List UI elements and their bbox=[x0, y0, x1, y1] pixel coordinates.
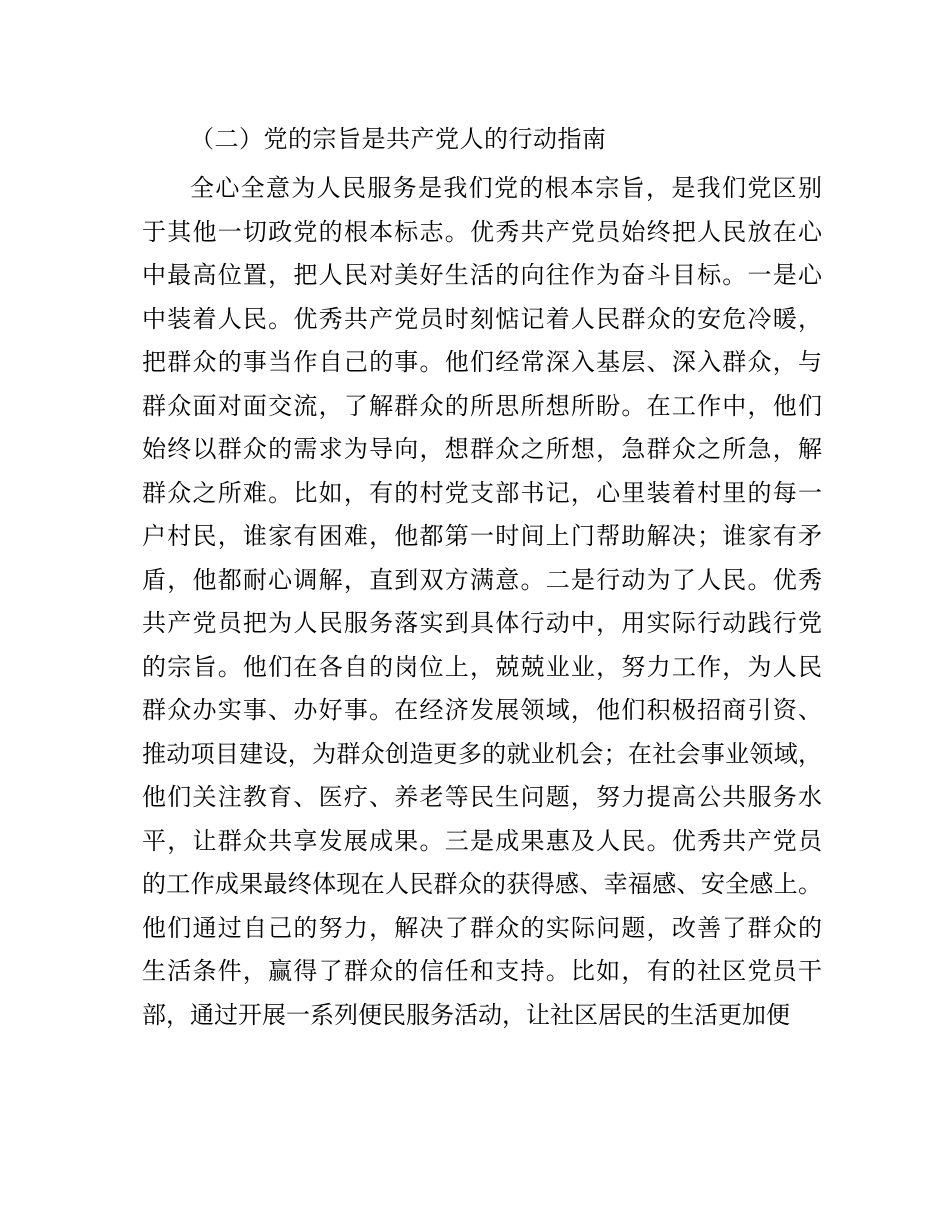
paragraph-line: 部，通过开展一系列便民服务活动，让社区居民的生活更加便 bbox=[142, 1000, 790, 1029]
paragraph-line: 始终以群众的需求为导向，想群众之所想，急群众之所急，解 bbox=[142, 435, 822, 463]
paragraph-line: 推动项目建设，为群众创造更多的就业机会；在社会事业领域， bbox=[142, 739, 822, 768]
paragraph-line: 共产党员把为人民服务落实到具体行动中，用实际行动践行党 bbox=[142, 609, 822, 637]
paragraph-line: 中最高位置，把人民对美好生活的向往作为奋斗目标。一是心 bbox=[142, 261, 822, 289]
paragraph-line: 平，让群众共享发展成果。三是成果惠及人民。优秀共产党员 bbox=[142, 826, 822, 855]
paragraph-line: 的宗旨。他们在各自的岗位上，兢兢业业，努力工作，为人民 bbox=[142, 652, 822, 681]
paragraph-line: 盾，他都耐心调解，直到双方满意。二是行动为了人民。优秀 bbox=[142, 565, 822, 594]
paragraph-line: 于其他一切政党的根本标志。优秀共产党员始终把人民放在心 bbox=[142, 217, 822, 246]
paragraph-line: 生活条件，赢得了群众的信任和支持。比如，有的社区党员干 bbox=[142, 957, 822, 985]
paragraph-line: 户村民，谁家有困难，他都第一时间上门帮助解决；谁家有矛 bbox=[142, 522, 822, 550]
section-heading: （二）党的宗旨是共产党人的行动指南 bbox=[190, 125, 607, 153]
paragraph-line: 群众面对面交流，了解群众的所思所想所盼。在工作中，他们 bbox=[142, 391, 822, 420]
body-paragraph bbox=[142, 167, 822, 1037]
paragraph-line: 中装着人民。优秀共产党员时刻惦记着人民群众的安危冷暖， bbox=[142, 304, 822, 333]
paragraph-line: 群众办实事、办好事。在经济发展领域，他们积极招商引资、 bbox=[142, 696, 822, 724]
paragraph-line: 他们通过自己的努力，解决了群众的实际问题，改善了群众的 bbox=[142, 913, 822, 942]
paragraph-line: 全心全意为人民服务是我们党的根本宗旨，是我们党区别 bbox=[190, 174, 822, 202]
paragraph-line: 把群众的事当作自己的事。他们经常深入基层、深入群众，与 bbox=[142, 348, 822, 376]
paragraph-line: 他们关注教育、医疗、养老等民生问题，努力提高公共服务水 bbox=[142, 783, 822, 811]
paragraph-line: 的工作成果最终体现在人民群众的获得感、幸福感、安全感上。 bbox=[142, 870, 822, 898]
paragraph-line: 群众之所难。比如，有的村党支部书记，心里装着村里的每一 bbox=[142, 478, 822, 507]
